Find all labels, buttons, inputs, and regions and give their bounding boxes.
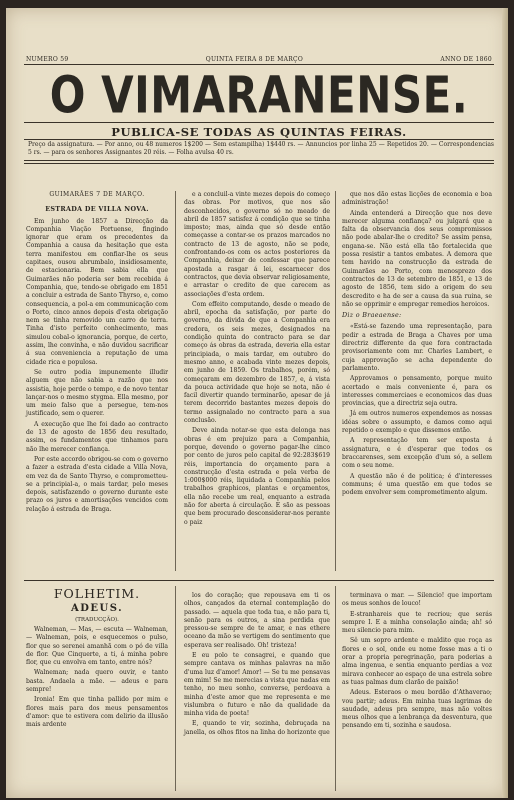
column-divider <box>175 191 176 571</box>
divider <box>24 163 494 164</box>
paragraph: e a concluil-a vinte mezes depois do começo das obras. Por motivos, que nos são desconhecidos, o governo só no meado de abril de 1857 satisfez á condição que se tinha imposto; mas, ainda que só desde então começasse a contar-se os prazos marcados no contracto de 13 de agosto, não se pode, confrontando-os com os actos posteriores da Companhia, deixar de confessar que parece apostada a rasgar á lei, escarnecer dos contractos, que devia observar religiosamente, e arrastar o credito de que carecem as associações d'esta ordem. <box>184 191 330 298</box>
divider <box>24 139 494 140</box>
paragraph: A questão não é de politica; é d'interesses communs; é uma questão em que todos se podem envolver sem comprometimento algum. <box>342 472 492 497</box>
paragraph: «Está-se fazendo uma representação, para pedir a estrada de Braga a Chaves por uma directriz differente da que fora contractada provisoriamente com mr. Charles Lambert, e cuja approvação se acha dependente do parlamento. <box>342 323 492 372</box>
quote-heading: Diz o Braeaense: <box>342 311 402 320</box>
paragraph: que nos dão estas licções de economia e boa administração! <box>342 191 492 207</box>
folhetim-column-1 <box>26 626 168 732</box>
divider <box>24 122 494 123</box>
folhetim-column-2 <box>184 592 330 739</box>
newspaper-page <box>6 8 508 798</box>
paragraph: Adeus. Esteraos o meu bordão d'Athaverao; vou partir; adeus. Em minha tuas lagrimas de saudade, adeus pra sempre, mas não voltes meus olhos que a lenbrança da desventura, que pensando em ti, sozinha e saudosa. <box>342 689 492 730</box>
newspaper-title: O VIMARANENSE. <box>49 65 469 125</box>
masthead-info <box>26 56 492 63</box>
paragraph: Walneman, — Mas, — escuta — Walneman, — Walneman, pois, e esquecemos o pulso, flor que so serenei amanhã com o pó de villa de flor. Que Cinquerte, a ti, á minha pobre flor, que cu envolva em tanto, entre nós? <box>26 626 168 667</box>
paragraph: terminava o mar. — Silencio! que importam os meus sonhos de louco! <box>342 592 492 608</box>
paragraph: E-stranhareis que te recriou; que serás sempre I. E a minha consolação ainda; ah! só meu silencio para mim. <box>342 610 492 635</box>
issue-day: QUINTA FEIRA 8 DE MARÇO <box>205 56 304 63</box>
paragraph: Ironia! Em que tinha pallido por mim e flores mais para dos meus pensamentos d'amor: que te estivera com delirio da illusão mais ardente <box>26 696 168 729</box>
page-edge <box>502 8 508 798</box>
paragraph: Approvamos o pensamento, porque muito acertado e mais conveniente é, para os interesses commerciaes e economicos das duas provincias, que a directriz seja outra. <box>342 375 492 408</box>
paragraph: Walneman; nada quero ouvir, e tanto basta. Andaela a mãe. — adeus e para sempre! <box>26 669 168 694</box>
translation-note: (TRADUCÇÃO). <box>75 617 119 623</box>
issue-year: ANNO DE 1860 <box>440 56 492 63</box>
paragraph: A representação tem ser exposta á assignatura, e é d'esperar que todos os braccarenses, sem excepção d'um só, a sellem com o seu nome. <box>342 437 492 470</box>
paragraph: Por este accordo obrigou-se com o governo a fazer a estrada d'esta cidade a Villa Nova, em vez da de Santo Thyrso, e comprometteu-se a principial-a, o mais tardar, pelo meses depois, satisfazendo o governo durante este prazo os juros e amortisações vencidos com relação á estrada de Braga. <box>26 455 168 513</box>
paragraph: Deve ainda notar-se que esta delonga nas obras é em prejuizo para a Companhia, porque, devendo o governo pagar-lhe cinco por cento de juros pelo capital de 92:283$619 réis, importancia do orçamento para a construcção d'esta estrada e pela verba de 1:000$000 réis, liquidada a Companhia pelos trabalhos graphicos, plantas e orçamentos, ella não recebe um real, enquanto a estrada não for aberta á circulação. E são as pessoas que bem procurado desconsiderar-nos perante o paiz <box>184 427 330 526</box>
subscription-prices: Preço da assignatura. — Por anno, ou 48 numeros 1$200 — Sem estampilha) 1$440 rs. — Annuncios por linha 25 — Repetidos 20. — Correspondencias 5 rs. — para os senhores Assignantes 20 réis. — Folha avulsa 40 rs. <box>28 141 494 156</box>
paragraph: Em junho de 1857 a Direcção da Companhia Viação Portuense, fingindo ignorar que eram os precedentes da Companhia a causa da hesitação que esta terra manifestou em confiar-lhe os seus capitaes, ousou abrumbalo, insidiosamente, de estacionaria. Bem sabia ella que Guimarães não poderia ser bem recebida á Companhia, que, tendo-se obrigado em 1851 a concluir a estrada de Santo Thyrso, e, como consequencia, a pol-a em communicação com o Porto, cinco annos depois d'esta obrigação nem se tinha removido um carro de terra. Tinha d'isto perfeito conhecimento, mas simulou cobal-o ignorancia, porque, de certo, assim, lhe convinha, e não duvidou sacrificar á sua conveniencia a reputação de uma cidade rica e populosa. <box>26 217 168 366</box>
paragraph: los do coração; que repousava em ti os olhos, cançados da eternal contemplação do passado. — aquela que toda tua, e não para ti, senão para os outros, a sina perdida que pressou-se sempre de te amar, e nas ethere oceano da mão se vertigem do sentimento que esperava ser realisado. Oh! tristeza! <box>184 592 330 649</box>
column-divider <box>335 586 336 791</box>
column-divider <box>335 191 336 571</box>
poem-title: ADEUS. <box>70 603 124 614</box>
paragraph: Sê um sopro ardente e maldito que roça as flores e o sol, onde eu nome fosse mas a ti o orar a propria peregrinação, para poderias a alma ingenua, e sentia enquanto perdias a voz mirava conhecer ao espaço de una estrela sobre as tuas palmas dum clarão de paixão! <box>342 637 492 686</box>
issue-number: NUMERO 59 <box>26 56 69 63</box>
paragraph: Já em outros numeros expendemos as nossas idéas sobre o assumpto, e damos como aqui repetido o exemplo e que dissemos então. <box>342 410 492 435</box>
paragraph: Se outro podia impunemente illudir alguem que não sabia a razão que nos assistia, hoje perde o tempo, e de novo tentar lançar-nos o mesmo stygma. Ella mesmo, por um meio falso que a persegue, tem-nos justificado, sem o querer. <box>26 368 168 418</box>
column-2 <box>184 191 330 529</box>
dateline: GUIMARÃES 7 DE MARÇO. <box>49 191 145 198</box>
article-heading: ESTRADA DE VILLA NOVA. <box>45 205 149 214</box>
divider <box>24 160 494 161</box>
paragraph: Com effeito computando, desde o meado de abril, epocha da satisfação, por parte do governo, da divida de que a Companhia era credora, os seis mezes, designados na condição quinta do contracto para se dar começo ás obras da estrada, deveria ella estar principiada, o mais tardar, em outubro do mesmo anno, e acabada vinte mezes depois, em junho de 1859. Os trabalhos, porém, só começaram em dezembro de 1857, e, á vista da pouca actividade que hoje se nota, não é facil divertir quando terminarão, apesar de já terem decorrido bastantes mezes depois do termo assignalado no contracto para a sua conclusão. <box>184 300 330 425</box>
column-1 <box>26 191 168 516</box>
paragraph: Ainda entenderá a Direcção que nos deve merecer alguma confiança? ou julgará que a falta da observancia dos seus compromissos não pode abalar-lhe o credito? Se assim pensa, engana-se. Não está ella tão fortalecida que possa resistir a tantos embates. A demora que tem havido na construcção da estrada de Guimarães ao Porto, com menosprezo dos contractos de 13 de setembro de 1851, e 13 de agosto de 1856, tem sido a origem do seu descredito e ha de ser a causa da sua ruina, se não se opprimir e empregar remedios heroicos. <box>342 209 492 308</box>
folhetim-label: FOLHETIM. <box>53 586 141 601</box>
column-3 <box>342 191 492 499</box>
divider <box>24 580 494 581</box>
paragraph: E eu polo te consagrei, e quando que sempre cantava os minhas palavras na mão d'uma luz d'amor! Amor! — Se tu me pensavas em mim! Se me merecias a vista que nadas em tenho, no meu sonho, converse, perdoava a minha d'este amor que me representa e me vislumbra o futuro e não da qualidade da minha vida de poeta! <box>184 652 330 718</box>
folhetim-column-3 <box>342 592 492 733</box>
publication-frequency: PUBLICA-SE TODAS AS QUINTAS FEIRAS. <box>111 125 407 139</box>
paragraph: E, quando te vir, sozinha, debruçada na janella, os olhos fitos na linha do horizonte que <box>184 720 330 736</box>
column-divider <box>175 586 176 791</box>
paragraph: A execução que lhe foi dado ao contracto de 13 de agosto de 1856 deu resultado, assim, os fundamentos que tinhamos para não lhe merecer confiança. <box>26 420 168 453</box>
